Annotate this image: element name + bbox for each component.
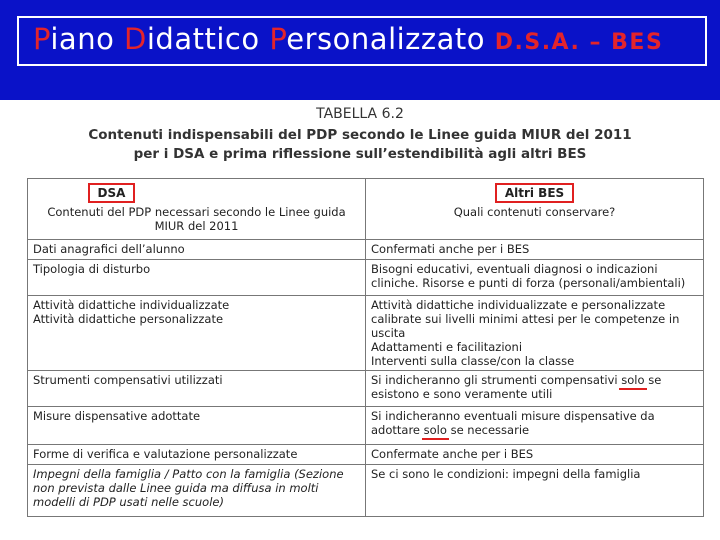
table-subtitle-line2: per i DSA e prima riflessione sull’estendibilità agli altri BES (133, 146, 587, 162)
highlighted-word: solo (621, 373, 645, 387)
slide-title (33, 22, 663, 56)
slide-header (0, 0, 720, 100)
bes-badge: Altri BES (495, 183, 574, 203)
column-header-bes (366, 179, 704, 240)
title-initial: D (124, 22, 147, 56)
title-initial: P (269, 22, 287, 56)
column-desc: Contenuti del PDP necessari secondo le Linee guida MIUR del 2011 (47, 205, 346, 233)
cell-text: se necessarie (446, 423, 530, 437)
column-header-dsa (28, 179, 366, 240)
table-row (28, 371, 704, 407)
cell-right: Confermati anche per i BES (366, 240, 704, 260)
column-desc: Quali contenuti conservare? (453, 205, 616, 219)
cell-left: Forme di verifica e valutazione personalizzate (28, 445, 366, 465)
cell-left: Strumenti compensativi utilizzati (28, 371, 366, 407)
cell-right (366, 371, 704, 407)
cell-right: Bisogni educativi, eventuali diagnosi o indicazioni cliniche. Risorse e punti di forza (personali/ambientali) (366, 260, 704, 296)
dsa-badge: DSA (88, 183, 136, 203)
title-initial: P (33, 22, 51, 56)
cell-left: Attività didattiche individualizzate Attività didattiche personalizzate (28, 296, 366, 371)
table-row (28, 445, 704, 465)
title-word: idattico (146, 22, 270, 56)
title-word: iano (50, 22, 125, 56)
cell-left: Dati anagrafici dell’alunno (28, 240, 366, 260)
table-subtitle-line1: Contenuti indispensabili del PDP secondo le Linee guida MIUR del 2011 (88, 127, 632, 143)
cell-right (366, 407, 704, 445)
scanned-table-page (0, 100, 720, 540)
cell-text: Si indicheranno gli strumenti compensativi (371, 373, 622, 387)
cell-left: Misure dispensative adottate (28, 407, 366, 445)
cell-right: Se ci sono le condizioni: impegni della famiglia (366, 465, 704, 517)
highlighted-word: solo (423, 423, 447, 437)
table-row (28, 465, 704, 517)
cell-text: se esistono e sono veramente utili (371, 373, 662, 401)
table-row (28, 296, 704, 371)
cell-right: Attività didattiche individualizzate e personalizzate calibrate sui livelli minimi attesi per le competenze in uscita Adattamenti e facilitazioni Interventi sulla classe/con la classe (366, 296, 704, 371)
table-row (28, 260, 704, 296)
cell-right: Confermate anche per i BES (366, 445, 704, 465)
table-label: TABELLA 6.2 (316, 106, 404, 122)
table-row (28, 240, 704, 260)
title-tag: D.S.A. – BES (494, 30, 664, 55)
title-box (17, 16, 707, 66)
table-row (28, 407, 704, 445)
pdp-table (27, 178, 704, 517)
table-header-row (28, 179, 704, 240)
cell-text: Si indicheranno eventuali misure dispensative da adottare (371, 409, 655, 437)
cell-left: Tipologia di disturbo (28, 260, 366, 296)
cell-left: Impegni della famiglia / Patto con la famiglia (Sezione non prevista dalle Linee guida ma diffusa in molti modelli di PDP usati nelle scuole) (28, 465, 366, 517)
title-word: ersonalizzato (286, 22, 495, 56)
